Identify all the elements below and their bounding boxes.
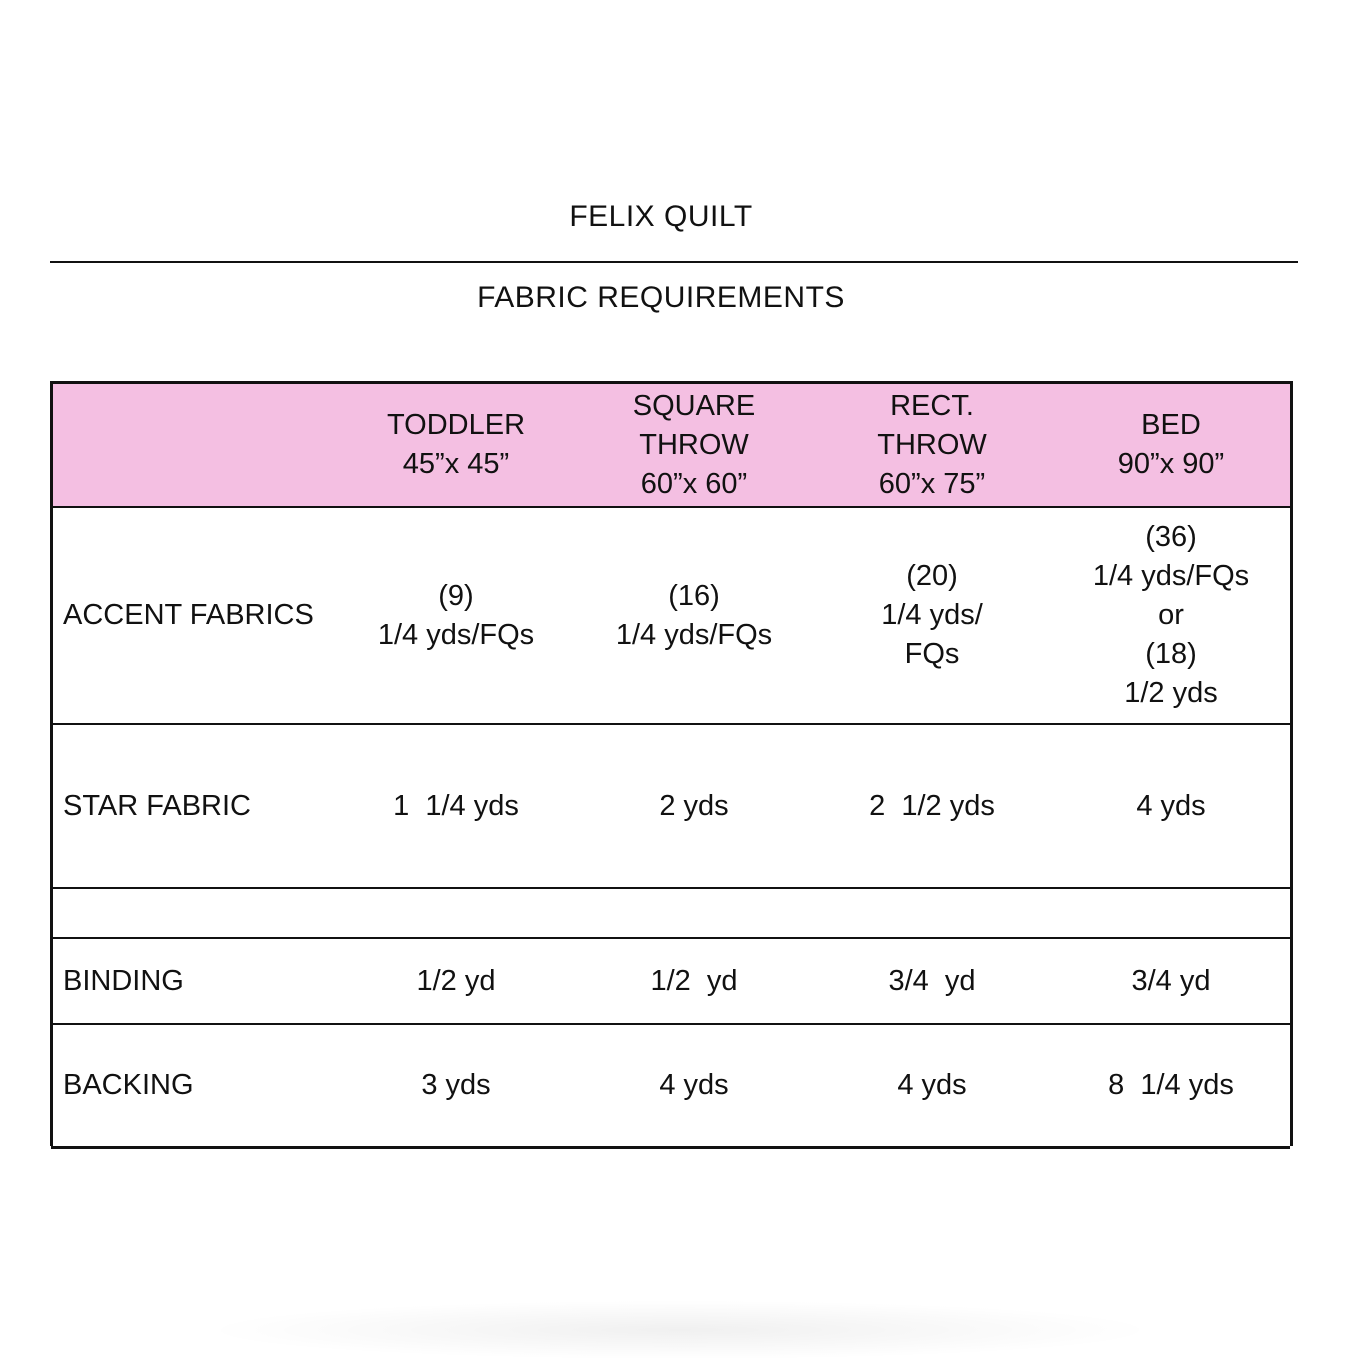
row-label-star-fabric: STAR FABRIC [51, 724, 336, 888]
row-label-backing: BACKING [51, 1024, 336, 1148]
blank-cell [812, 888, 1052, 938]
blank-cell [576, 888, 812, 938]
header-empty-cell [51, 383, 336, 508]
cell-backing-square-throw: 4 yds [576, 1024, 812, 1148]
header-bed: BED 90”x 90” [1052, 383, 1290, 508]
header-toddler: TODDLER 45”x 45” [336, 383, 576, 508]
cell-binding-square-throw: 1/2 yd [576, 938, 812, 1024]
cell-accent-rect-throw: (20) 1/4 yds/ FQs [812, 507, 1052, 724]
title-divider [50, 261, 1298, 263]
cell-binding-toddler: 1/2 yd [336, 938, 576, 1024]
fabric-requirements-table [51, 381, 1290, 1149]
table-row-blank [51, 888, 1290, 938]
cell-backing-bed: 8 1/4 yds [1052, 1024, 1290, 1148]
page-shadow [200, 1300, 1160, 1360]
cell-backing-rect-throw: 4 yds [812, 1024, 1052, 1148]
cell-binding-bed: 3/4 yd [1052, 938, 1290, 1024]
cell-accent-square-throw: (16) 1/4 yds/FQs [576, 507, 812, 724]
cell-star-square-throw: 2 yds [576, 724, 812, 888]
header-square-throw: SQUARE THROW 60”x 60” [576, 383, 812, 508]
row-label-accent-fabrics: ACCENT FABRICS [51, 507, 336, 724]
cell-star-rect-throw: 2 1/2 yds [812, 724, 1052, 888]
table-row-backing [51, 1024, 1290, 1148]
cell-backing-toddler: 3 yds [336, 1024, 576, 1148]
blank-cell [51, 888, 336, 938]
blank-cell [336, 888, 576, 938]
cell-star-bed: 4 yds [1052, 724, 1290, 888]
table-header-row [51, 383, 1290, 508]
section-subtitle: FABRIC REQUIREMENTS [477, 281, 845, 314]
row-label-binding: BINDING [51, 938, 336, 1024]
table-row-accent-fabrics [51, 507, 1290, 724]
cell-accent-toddler: (9) 1/4 yds/FQs [336, 507, 576, 724]
cell-star-toddler: 1 1/4 yds [336, 724, 576, 888]
header-rect-throw: RECT. THROW 60”x 75” [812, 383, 1052, 508]
table-row-star-fabric [51, 724, 1290, 888]
blank-cell [1052, 888, 1290, 938]
cell-binding-rect-throw: 3/4 yd [812, 938, 1052, 1024]
page-title: FELIX QUILT [569, 200, 753, 233]
cell-accent-bed: (36) 1/4 yds/FQs or (18) 1/2 yds [1052, 507, 1290, 724]
table-row-binding [51, 938, 1290, 1024]
